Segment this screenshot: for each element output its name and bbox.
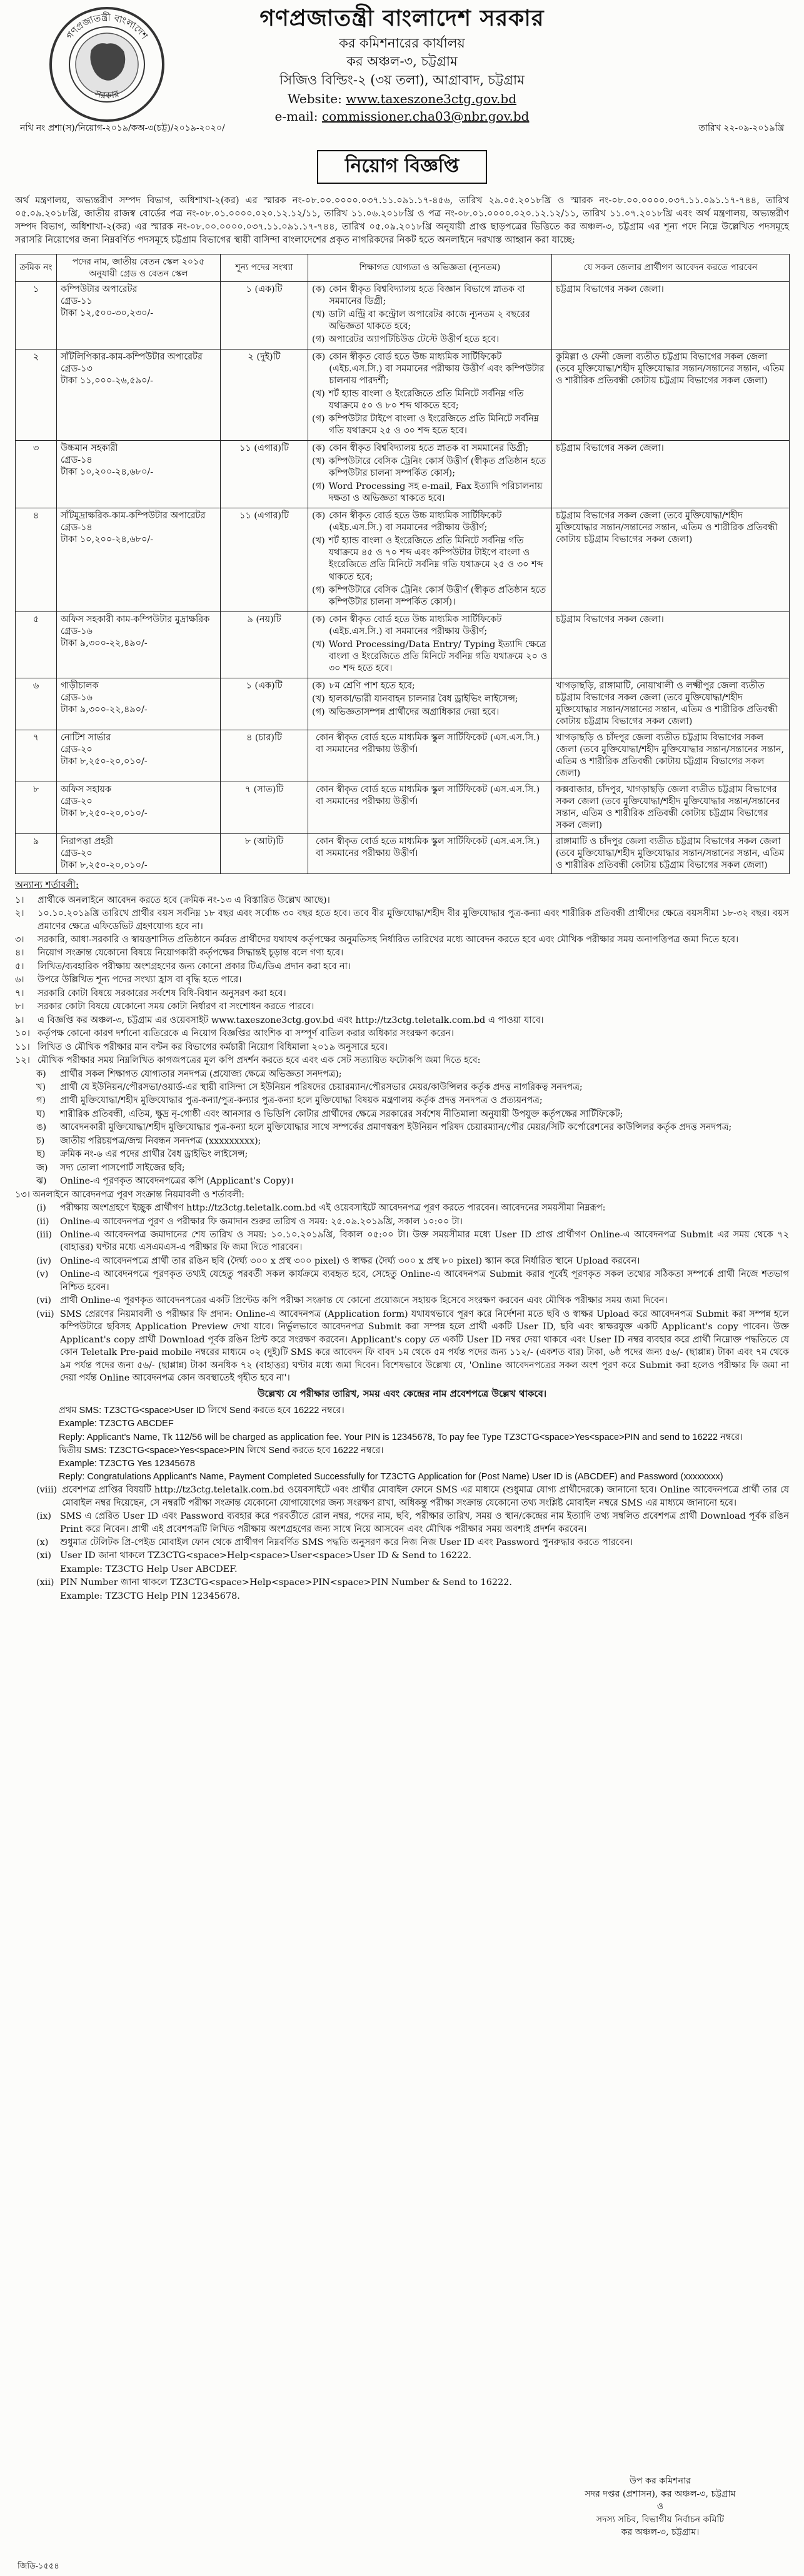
document-item-text: প্রার্থীর সকল শিক্ষাগত যোগ্যতার সনদপত্র (প্রযোজ্য ক্ষেত্রে অভিজ্ঞতা সনদপত্র); bbox=[60, 1069, 342, 1079]
signature-office: সদর দপ্তর (প্রশাসন), কর অঞ্চল-৩, চট্টগ্রাম bbox=[585, 2488, 736, 2499]
online-rule-item-text: PIN Number জানা থাকলে TZ3CTG<space>Help<space>PIN<space>PIN Number & Send to 16222. bbox=[60, 1577, 512, 1588]
post-grade: গ্রেড-১৪ bbox=[61, 523, 93, 533]
cell-sl: ৮ bbox=[16, 782, 57, 833]
qualification-text: অপারেটর অ্যাপটিচিউড টেস্টে উত্তীর্ণ হতে হবে। bbox=[328, 335, 500, 345]
post-name: সাঁটলিপিকার-কাম-কম্পিউটার অপারেটর bbox=[61, 352, 203, 363]
condition-item-number: ৮। bbox=[15, 1002, 24, 1012]
qualification-key: (ক) bbox=[312, 680, 326, 691]
qualification-item bbox=[312, 443, 548, 455]
document-item-number: জ) bbox=[36, 1162, 48, 1173]
condition-item-text: উপরে উল্লিখিত শূন্য পদের সংখ্যা হ্রাস বা বৃদ্ধি হতে পারে। bbox=[38, 975, 242, 985]
cell-sl: ৫ bbox=[16, 611, 57, 678]
signature-and: ও bbox=[656, 2502, 664, 2512]
document-item-text: ক্রমিক নং-৬ এর পদের প্রার্থীর বৈধ ড্রাইভিং লাইসেন্স; bbox=[60, 1149, 248, 1160]
document-item bbox=[15, 1162, 789, 1174]
qualification-key: (গ) bbox=[312, 707, 325, 717]
cell-district: কক্সবাজার, চাঁদপুর, খাগড়াছড়ি জেলা ব্যতীত চট্টগ্রাম বিভাগের সকল জেলা (তবে মুক্তিযোদ্ধা/শহীদ মুক্তিযোদ্ধার সন্তান/সন্তানের সন্তান, এতিম ও শারীরিক প্রতিবন্ধী কোটায় চট্টগ্রাম বিভাগের সকল জেলা) bbox=[552, 782, 790, 833]
cell-district: চট্টগ্রাম বিভাগের সকল জেলা (তবে মুক্তিযোদ্ধা/শহীদ মুক্তিযোদ্ধার সন্তান/সন্তানের সন্তান, এতিম ও শারীরিক প্রতিবন্ধী কোটায় চট্টগ্রাম বিভাগের সকল জেলা) bbox=[552, 508, 790, 611]
cell-district: খাগড়াছড়ি ও চাঁদপুর জেলা ব্যতীত চট্টগ্রাম বিভাগের সকল জেলা (তবে মুক্তিযোদ্ধা/শহীদ মুক্তিযোদ্ধার সন্তান/সন্তানের সন্তান, এতিম ও শারীরিক প্রতিবন্ধী কোটায় চট্টগ্রাম বিভাগের সকল জেলা) bbox=[552, 730, 790, 782]
online-rule-item bbox=[15, 1510, 789, 1536]
condition-item-number: ৫। bbox=[15, 961, 24, 972]
online-rule-item-number: (ix) bbox=[36, 1511, 51, 1522]
qualification-text: কোন স্বীকৃত বোর্ড হতে উচ্চ মাধ্যমিক সার্টিফিকেট (এইচ.এস.সি.) বা সমমানের পরীক্ষায় উত্তীর্ণ; bbox=[329, 614, 502, 636]
intro-paragraph: অর্থ মন্ত্রণালয়, অভ্যন্তরীণ সম্পদ বিভাগ, অধিশাখা-২(কর) এর স্মারক নং-০৮.০০.০০০০.০৩৭.১১.০৯১.১৭-৪৫৬, তারিখ ২৯.০৫.২০১৮খ্রি ও স্মারক নং-০৮.০০.০০০০.০৩৭.১১.০৯১.১৭-৭৪৪, তারিখ ০৫.০৯.২০১৮খ্রি, জাতীয় রাজস্ব বোর্ডের পত্র নং-০৮.০১.০০০০.০২০.১২.১২/১১, তারিখ ১১.০৬.২০১৮খ্রি ও পত্র নং-০৮.০১.০০০০.০২০.১২.১২/১১, তারিখ ১১.০৭.২০১৮খ্রি এবং অর্থ মন্ত্রণালয়, অভ্যন্তরীণ সম্পদ বিভাগ, অধিশাখা-২(কর) এর স্মারক নং-০৮.০০.০০০০.০৩৭.১১.০৯১.১৭-৭৪৪, তারিখ ০৫.০৯.২০১৮খ্রি অনুযায়ী প্রাপ্ত ছাড়পত্রের ভিত্তিতে কর অঞ্চল-৩, চট্টগ্রাম এর শূন্য পদে নিম্নে উল্লেখিত পদসমূহে সরাসরি নিয়োগের জন্য নিম্নবর্ণিত পদসমূহে চট্টগ্রাম বিভাগের স্থায়ী বাসিন্দা বাংলাদেশের প্রকৃত নাগরিকদের নিকট হতে অনলাইনে দরখাস্ত আহ্বান করা যাচ্ছে: bbox=[15, 194, 789, 246]
cell-district: রাঙ্গামাটি ও চাঁদপুর জেলা ব্যতীত চট্টগ্রাম বিভাগের সকল জেলা (তবে মুক্তিযোদ্ধা/শহীদ মুক্তিযোদ্ধার সন্তান/সন্তানের সন্তান, এতিম ও শারীরিক প্রতিবন্ধী কোটায় চট্টগ্রাম বিভাগের সকল জেলা) bbox=[552, 833, 790, 873]
footer-code: জিডি-১৫৫৪ bbox=[18, 2562, 59, 2571]
online-rule-item-number: (v) bbox=[36, 1269, 49, 1280]
document-item-text: প্রার্থী মুক্তিযোদ্ধা/শহীদ মুক্তিযোদ্ধার পুত্র-কন্যা/পুত্র-কন্যার পুত্র-কন্যা হলে মুক্তিযোদ্ধা বিষয়ক মন্ত্রণালয় কর্তৃক প্রদত্ত সনদপত্র ও প্রত্যয়নপত্র; bbox=[60, 1095, 543, 1106]
condition-item-text: নিয়োগ সংক্রান্ত যেকোনো বিষয়ে নিয়োগকারী কর্তৃপক্ষের সিদ্ধান্তই চূড়ান্ত বলে গণ্য হবে। bbox=[38, 948, 344, 958]
qualification-item bbox=[312, 510, 548, 534]
online-rule-item-text: SMS প্রেরণের নিয়মাবলী ও পরীক্ষার ফি প্রদান: Online-এ আবেদনপত্র (Application form) যথাযথভাবে পূরণ করে নির্দেশনা মতে ছবি ও স্বাক্ষর Upload করে আবেদনপত্র Submit করা সম্পন্ন হলে কম্পিউটারে ছবিসহ Application Preview দেখা যাবে। নির্ভুলভাবে আবেদনপত্র Submit করা সম্পন্ন হলে প্রার্থী একটি User ID, ছবি এবং স্বাক্ষরযুক্ত একটি Applicant's copy পাবেন। উক্ত Applicant's copy প্রার্থী Download পূর্বক রঙিন প্রিন্ট করে সংরক্ষণ করবেন। Applicant's copy তে একটি User ID নম্বর দেয়া থাকবে এবং User ID নম্বর ব্যবহার করে প্রার্থী নিম্নোক্ত পদ্ধতিতে যে কোন Teletalk Pre-paid mobile নম্বরের মাধ্যমে ০২ (দুই)টি SMS করে আবেদন ফি বাবদ ১ম থেকে ৫ম পর্যন্ত পদের জন্য ১১২/- (একশত বার) টাকা, ৬ষ্ঠ পদের জন্য ৫৬/- (ছাপ্পান্ন) টাকা এবং ৭ম থেকে ৯ম পর্যন্ত পদের জন্য ৫৬/- (ছাপ্পান্ন) টাকা অনধিক ৭২ (বাহাত্তর) ঘণ্টার মধ্যে জমা দিবেন। বিশেষভাবে উল্লেখ্য যে, 'Online আবেদনপত্রের সকল অংশ পূরণ করে Submit করা হলেও পরীক্ষার ফি জমা না দেয়া পর্যন্ত Online আবেদনপত্র কোন অবস্থাতেই গৃহীত হবে না'। bbox=[60, 1309, 789, 1383]
online-rule-item-number bbox=[36, 1590, 55, 1602]
qualification-key: (গ) bbox=[312, 414, 325, 425]
document-item bbox=[15, 1121, 789, 1134]
condition-item-text: সরকারি কোটা বিষয়ে সরকারের সর্বশেষ বিধি-বিধান অনুসরণ করা হবে। bbox=[38, 988, 286, 999]
qualification-item bbox=[312, 784, 548, 808]
qualification-item bbox=[312, 481, 548, 505]
online-rule-item-text: Online-এ আবেদনপত্র পূরণ ও পরীক্ষার ফি জমাদান শুরুর তারিখ ও সময়: ২৫.০৯.২০১৯খ্রি, সকাল ১০:০০ টা। bbox=[60, 1216, 463, 1227]
document-item-text: প্রার্থী যে ইউনিয়ন/পৌরসভা/ওয়ার্ড-এর স্থায়ী বাসিন্দা সে ইউনিয়ন পরিষদের চেয়ারম্যান/পৌরসভার মেয়র/কাউন্সিলর কর্তৃক প্রদত্ত নাগরিকত্ব সনদপত্র; bbox=[60, 1082, 583, 1092]
post-grade: গ্রেড-২০ bbox=[61, 848, 93, 858]
cell-post bbox=[57, 282, 221, 350]
qualification-text: Word Processing/Data Entry/ Typing ইত্যাদি ক্ষেত্রে বাংলা ও ইংরেজিতে প্রতি মিনিটে সর্বনিম্ন গতি যথাক্রমে ২০ ও ৩০ শব্দ হতে হবে। bbox=[328, 639, 548, 673]
cell-sl: ৭ bbox=[16, 730, 57, 782]
table-row bbox=[16, 782, 790, 833]
condition-item bbox=[15, 1054, 789, 1067]
seal-text-top: গণপ্রজাতন্ত্রী বাংলাদেশ bbox=[63, 11, 151, 42]
cell-district: কুমিল্লা ও ফেনী জেলা ব্যতীত চট্টগ্রাম বিভাগের সকল জেলা (তবে মুক্তিযোদ্ধা/শহীদ মুক্তিযোদ্ধার সন্তান/সন্তানের সন্তান, এতিম ও শারীরিক প্রতিবন্ধী কোটায় চট্টগ্রাম বিভাগের সকল জেলা) bbox=[552, 350, 790, 441]
document-item bbox=[15, 1175, 789, 1187]
post-pay: টাকা ১০,২০০-২৪,৬৮০/- bbox=[61, 535, 154, 545]
table-row bbox=[16, 441, 790, 508]
qualification-text: কম্পিউটার টাইপে বাংলা ও ইংরেজিতে প্রতি মিনিটে সর্বনিম্ন গতি যথাক্রমে ২৫ ও ৩০ শব্দ হতে হবে। bbox=[328, 414, 539, 436]
qualification-key: (খ) bbox=[312, 536, 325, 546]
online-rule-item bbox=[15, 1229, 789, 1254]
document-item bbox=[15, 1108, 789, 1120]
condition-13-text: ১৩। অনলাইনে আবেদনপত্র পূরণ সংক্রান্ত নিয়মাবলী ও শর্তাবলী: bbox=[15, 1189, 244, 1200]
post-pay: টাকা ১০,২০০-২৪,৬৮০/- bbox=[61, 467, 154, 478]
cell-sl: ১ bbox=[16, 282, 57, 350]
memo-row bbox=[20, 123, 784, 134]
condition-item-text: লিখিত ও মৌখিক পরীক্ষার মান বণ্টন কর বিভাগের কর্মচারী নিয়োগ বিধিমালা ২০১৯ অনুসারে হবে। bbox=[38, 1042, 388, 1052]
header-qualification: শিক্ষাগত যোগ্যতা ও অভিজ্ঞতা (ন্যূনতম) bbox=[308, 254, 552, 282]
qualification-item bbox=[312, 351, 548, 387]
document-item-number: ঘ) bbox=[36, 1109, 46, 1119]
online-rule-item-number: (iii) bbox=[36, 1229, 53, 1240]
qualification-key: (খ) bbox=[312, 456, 325, 467]
documents-list bbox=[15, 1068, 789, 1188]
cell-qualification bbox=[308, 678, 552, 730]
table-row bbox=[16, 730, 790, 782]
cell-count: ১১ (এগার)টি bbox=[221, 508, 308, 611]
document-item-number: চ) bbox=[36, 1135, 45, 1146]
online-rule-item bbox=[15, 1563, 789, 1576]
posts-table-body bbox=[16, 282, 790, 874]
cell-post bbox=[57, 441, 221, 508]
online-rule-item-text: শুধুমাত্র টেলিটক প্রি-পেইড মোবাইল ফোন থেকে প্রার্থীগণ নিম্নবর্ণিত SMS পদ্ধতি অনুসরণ করে নিজ নিজ User ID এবং Password পুনরুদ্ধার করতে পারবেন। bbox=[60, 1537, 633, 1547]
table-row bbox=[16, 350, 790, 441]
qualification-item bbox=[312, 836, 548, 860]
qualification-key: (খ) bbox=[312, 389, 325, 400]
qualification-text: কোন স্বীকৃত বোর্ড হতে মাধ্যমিক স্কুল সার্টিফিকেট (এস.এস.সি.) বা সমমানের পরীক্ষায় উত্তীর্ণ। bbox=[316, 732, 540, 755]
conditions-title: অন্যান্য শর্তাবলী: bbox=[15, 878, 79, 890]
qualification-text: কোন স্বীকৃত বোর্ড হতে উচ্চ মাধ্যমিক সার্টিফিকেট (এইচ.এস.সি.) বা সমমানের পরীক্ষায় উত্তীর্ণ; bbox=[329, 511, 502, 533]
sms-instructions bbox=[15, 1404, 789, 1484]
post-grade: গ্রেড-২০ bbox=[61, 744, 93, 755]
cell-sl: ৩ bbox=[16, 441, 57, 508]
document-item-text: সদ্য তোলা পাসপোর্ট সাইজের ছবি; bbox=[60, 1162, 185, 1173]
cell-sl: ৪ bbox=[16, 508, 57, 611]
cell-district: চট্টগ্রাম বিভাগের সকল জেলা। bbox=[552, 441, 790, 508]
condition-item bbox=[15, 894, 789, 907]
post-name: উচ্চমান সহকারী bbox=[61, 443, 118, 454]
post-name: গাড়ীচালক bbox=[61, 680, 99, 691]
cell-post bbox=[57, 350, 221, 441]
qualification-key: (ক) bbox=[312, 443, 326, 454]
cell-qualification bbox=[308, 730, 552, 782]
condition-item bbox=[15, 1014, 789, 1027]
online-rule-item-number: (iv) bbox=[36, 1255, 51, 1266]
online-rule-item-text: পরীক্ষায় অংশগ্রহণে ইচ্ছুক প্রার্থীগণ http://tz3ctg.teletalk.com.bd এই ওয়েবসাইটে আবেদনপত্র পূরণ করতে পারবেন। আবেদনের সময়সীমা নিম্নরূপ: bbox=[60, 1203, 606, 1214]
online-rule-item-text: Online-এ আবেদনপত্রে প্রার্থী তার রঙিন ছবি (দৈর্ঘ্য ৩০০ x প্রস্থ ৩০০ pixel) ও স্বাক্ষর (দৈর্ঘ্য ৩০০ x প্রস্থ ৮০ pixel) স্ক্যান করে নির্ধারিত স্থানে Upload করবেন। bbox=[60, 1255, 640, 1266]
government-name: গণপ্রজাতন্ত্রী বাংলাদেশ সরকার bbox=[259, 5, 545, 31]
document-item-text: জাতীয় পরিচয়পত্র/জন্ম নিবন্ধন সনদপত্র (xxxxxxxxx); bbox=[60, 1135, 261, 1146]
qualification-text: ডাটা এন্ট্রি বা কন্ট্রোল অপারেটর কাজে ন্যূনতম ২ বছরের অভিজ্ঞতা থাকতে হবে; bbox=[328, 309, 530, 332]
sms-second-reply: Reply: Congratulations Applicant's Name, Payment Completed Successfully for TZ3CTG Application for (Post Name) User ID is (ABCDEF) and Password (xxxxxxxx) bbox=[59, 1472, 723, 1482]
cell-district: খাগড়াছড়ি, রাঙ্গামাটি, নোয়াখালী ও লক্ষ্মীপুর জেলা ব্যতীত চট্টগ্রাম বিভাগের সকল জেলা (তবে মুক্তিযোদ্ধা/শহীদ মুক্তিযোদ্ধার সন্তান/সন্তানের সন্তান, এতিম ও শারীরিক প্রতিবন্ধী কোটায় চট্টগ্রাম বিভাগের সকল জেলা) bbox=[552, 678, 790, 730]
header-count: শূন্য পদের সংখ্যা bbox=[221, 254, 308, 282]
online-rule-item-number bbox=[36, 1563, 55, 1576]
post-pay: টাকা ৮,২৫০-২০,০১০/- bbox=[61, 860, 148, 870]
condition-13-title bbox=[15, 1189, 789, 1201]
condition-item-number: ১২। bbox=[15, 1055, 30, 1066]
qualification-text: হালকা/ভারী যানবাহন চালনার বৈধ ড্রাইভিং লাইসেন্স; bbox=[328, 693, 518, 704]
qualification-key: (গ) bbox=[312, 335, 325, 345]
cell-qualification bbox=[308, 611, 552, 678]
table-row bbox=[16, 282, 790, 350]
cell-count: ১ (এক)টি bbox=[221, 678, 308, 730]
conditions-list bbox=[15, 894, 789, 1067]
online-rule-item-text: Online-এ আবেদনপত্রে পূরণকৃত তথ্যই যেহেতু পরবর্তী সকল কার্যক্রমে ব্যবহৃত হবে, সেহেতু Online-এ আবেদনপত্র Submit করার পূর্বেই পূরণকৃত সকল তথ্যের সঠিকতা সম্পর্কে প্রার্থী নিজে শতভাগ নিশ্চিত হবেন। bbox=[60, 1269, 789, 1292]
online-rule-item bbox=[15, 1576, 789, 1589]
cell-count: ৯ (নয়)টি bbox=[221, 611, 308, 678]
online-rule-item bbox=[15, 1536, 789, 1549]
post-name: কম্পিউটার অপারেটর bbox=[61, 284, 138, 295]
header-sl: ক্রমিক নং bbox=[16, 254, 57, 282]
table-row bbox=[16, 833, 790, 873]
post-grade: গ্রেড-১৬ bbox=[61, 626, 93, 636]
cell-post bbox=[57, 508, 221, 611]
qualification-text: Word Processing সহ e-mail, Fax ইত্যাদি পরিচালনায় দক্ষতা ও অভিজ্ঞতা থাকতে হবে। bbox=[328, 481, 543, 504]
sms-first-example: Example: TZ3CTG ABCDEF bbox=[59, 1419, 174, 1429]
online-rule-item bbox=[15, 1268, 789, 1294]
cell-qualification bbox=[308, 282, 552, 350]
email-link[interactable]: commissioner.cha03@nbr.gov.bd bbox=[321, 109, 530, 124]
condition-item bbox=[15, 1041, 789, 1054]
post-pay: টাকা ১২,৫০০-৩০,২৩০/- bbox=[61, 308, 154, 319]
condition-item-text: এ বিজ্ঞপ্তি কর অঞ্চল-৩, চট্টগ্রাম এর ওয়েবসাইট www.taxeszone3ctg.gov.bd এবং http://tz3ctg.teletalk.com.bd এ পাওয়া যাবে। bbox=[38, 1015, 544, 1025]
qualification-item bbox=[312, 388, 548, 412]
condition-item-text: কর্তৃপক্ষ কোনো কারণ দর্শানো ব্যতিরেকে এ নিয়োগ বিজ্ঞপ্তির আংশিক বা সম্পূর্ণ বাতিল করার অধিকার সংরক্ষণ করেন। bbox=[38, 1029, 455, 1039]
condition-item-number: ১। bbox=[15, 895, 24, 905]
qualification-text: কম্পিউটারে বেসিক ট্রেনিং কোর্স উত্তীর্ণ (স্বীকৃত প্রতিষ্ঠান হতে কম্পিউটার চালনা সম্পর্কিত কোর্স); bbox=[328, 456, 546, 479]
document-item-text: আবেদনকারী মুক্তিযোদ্ধা/শহীদ মুক্তিযোদ্ধার পুত্র-কন্যা হলে মুক্তিযোদ্ধার সাথে সম্পর্কের প্রমাণস্বরূপ ইউনিয়ন পরিষদ চেয়ারম্যান/পৌর মেয়র/সিটি কর্পোরেশনের কাউন্সিলর কর্তৃক প্রদত্ত সনদপত্র; bbox=[60, 1122, 732, 1133]
cell-post bbox=[57, 833, 221, 873]
document-item-number: ঝ) bbox=[36, 1176, 47, 1187]
signature-role: সদস্য সচিব, বিভাগীয় নির্বাচন কমিটি bbox=[596, 2514, 725, 2525]
cell-qualification bbox=[308, 508, 552, 611]
memo-number: নথি নং প্রশা(স)/নিয়োগ-২০১৯/কঅ-৩(চট্ট)/২০১৯-২০২০/ bbox=[20, 123, 225, 133]
cell-sl: ৯ bbox=[16, 833, 57, 873]
condition-item-number: ৪। bbox=[15, 948, 24, 958]
document-item-number: ছ) bbox=[36, 1149, 46, 1160]
condition-item-text: প্রার্থীকে অনলাইনে আবেদন করতে হবে (ক্রমিক নং-১৩ এ বিস্তারিত উল্লেখ আছে)। bbox=[38, 895, 330, 905]
cell-qualification bbox=[308, 441, 552, 508]
qualification-text: শর্ট হ্যান্ড বাংলা ও ইংরেজিতে প্রতি মিনিটে সর্বনিম্ন গতি যথাক্রমে ৫০ ও ৮০ শব্দ থাকতে হবে; bbox=[328, 389, 524, 411]
cell-count: ১১ (এগার)টি bbox=[221, 441, 308, 508]
condition-item bbox=[15, 907, 789, 933]
document-item-number: গ) bbox=[36, 1095, 46, 1106]
cell-qualification bbox=[308, 833, 552, 873]
document-item-number: খ) bbox=[36, 1082, 46, 1092]
cell-count: ৮ (আট)টি bbox=[221, 833, 308, 873]
condition-item-text: লিখিত/ব্যবহারিক পরীক্ষায় অংশগ্রহণের জন্য কোনো প্রকার টিএ/ডিএ প্রদান করা হবে না। bbox=[38, 961, 351, 972]
table-row bbox=[16, 508, 790, 611]
qualification-item bbox=[312, 334, 548, 346]
condition-item-number: ১০। bbox=[15, 1029, 30, 1039]
document-item bbox=[15, 1081, 789, 1094]
document-item bbox=[15, 1135, 789, 1147]
qualification-item bbox=[312, 284, 548, 308]
online-rule-item bbox=[15, 1308, 789, 1385]
condition-item-text: সরকারি, আধা-সরকারি ও স্বায়ত্তশাসিত প্রতিষ্ঠানে কর্মরত প্রার্থীদের যথাযথ কর্তৃপক্ষের অনুমতিসহ নির্ধারিত তারিখের মধ্যে আবেদন করতে হবে এবং মৌখিক পরীক্ষার সময় অনাপত্তিপত্র জমা দিতে হবে। bbox=[38, 935, 739, 945]
notice-title: নিয়োগ বিজ্ঞপ্তি bbox=[317, 150, 487, 184]
online-rule-item-number: (vi) bbox=[36, 1296, 51, 1306]
memo-date: তারিখ ২২-০৯-২০১৯খ্রি bbox=[698, 123, 784, 133]
qualification-text: শর্ট হ্যান্ড বাংলা ও ইংরেজিতে প্রতি মিনিটে সর্বনিম্ন গতি যথাক্রমে ৪৫ ও ৭০ শব্দ এবং কম্পিউটার টাইপে বাংলা ও ইংরেজিতে প্রতি মিনিটে সর্বনিম্ন গতি যথাক্রমে ২৫ ও ৩০ শব্দ থাকতে হবে; bbox=[328, 536, 543, 582]
condition-item-text: সরকার কোটা বিষয়ে যেকোনো সময় কোটা নির্ধারণ বা সংশোধন করতে পারবে। bbox=[38, 1002, 314, 1012]
cell-post bbox=[57, 730, 221, 782]
condition-item-number: ৯। bbox=[15, 1015, 24, 1025]
qualification-text: অভিজ্ঞতাসম্পন্ন প্রার্থীদের অগ্রাধিকার দেয়া হবে। bbox=[328, 707, 500, 717]
online-rule-item bbox=[15, 1484, 789, 1509]
cell-qualification bbox=[308, 350, 552, 441]
online-rules-list bbox=[15, 1202, 789, 1384]
condition-item-number: ২। bbox=[15, 908, 24, 919]
qualification-key: (গ) bbox=[312, 585, 325, 595]
post-pay: টাকা ৯,৩০০-২২,৪৯০/- bbox=[61, 704, 148, 715]
online-rule-item-text: SMS এ প্রেরিত User ID এবং Password ব্যবহার করে পরবর্তীতে রোল নম্বর, পদের নাম, ছবি, পরীক্ষার তারিখ, সময় ও স্থান/কেন্দ্রের নাম ইত্যাদি তথ্য সম্বলিত প্রবেশপত্র প্রার্থী Download পূর্বক রঙিন Print করে নিবেন। প্রার্থী এই প্রবেশপত্রটি লিখিত পরীক্ষায় অংশগ্রহণের জন্য সাথে নিয়ে আসবেন এবং মৌখিক পরীক্ষার সময় অবশ্যই প্রদর্শন করবেন। bbox=[60, 1511, 789, 1534]
online-rule-item bbox=[15, 1549, 789, 1562]
post-name: সাঁটমুদ্রাক্ষরিক-কাম-কম্পিউটার অপারেটর bbox=[61, 511, 206, 521]
qualification-key: (খ) bbox=[312, 693, 325, 704]
cell-post bbox=[57, 611, 221, 678]
table-row bbox=[16, 611, 790, 678]
condition-item-number: ৭। bbox=[15, 988, 24, 999]
header bbox=[15, 0, 789, 149]
online-rule-item bbox=[15, 1255, 789, 1267]
website-link[interactable]: www.taxeszone3ctg.gov.bd bbox=[346, 91, 517, 106]
document-item-text: শারীরিক প্রতিবন্ধী, এতিম, ক্ষুদ্র নৃ-গোষ্ঠী এবং আনসার ও ভিডিপি কোটার প্রার্থীদের ক্ষেত্রে সরকারের সর্বশেষ নীতিমালা অনুযায়ী উপযুক্ত কর্তৃপক্ষের সার্টিফিকেট; bbox=[60, 1109, 623, 1119]
qualification-item bbox=[312, 732, 548, 756]
qualification-item bbox=[312, 535, 548, 583]
email-label: e-mail: bbox=[274, 109, 318, 124]
qualification-text: কোন স্বীকৃত বিশ্ববিদ্যালয় হতে বিজ্ঞান বিভাগে স্নাতক বা সমমানের ডিগ্রী; bbox=[329, 284, 525, 307]
condition-item bbox=[15, 1000, 789, 1013]
qualification-text: কোন স্বীকৃত বোর্ড হতে মাধ্যমিক স্কুল সার্টিফিকেট (এস.এস.সি.) বা সমমানের পরীক্ষায় উত্তীর্ণ। bbox=[316, 836, 540, 858]
qualification-item bbox=[312, 707, 548, 718]
online-rules-list-2 bbox=[15, 1484, 789, 1602]
qualification-item bbox=[312, 639, 548, 675]
online-rule-item-number: (vii) bbox=[36, 1309, 54, 1319]
qualification-key: (ক) bbox=[312, 352, 326, 363]
condition-item bbox=[15, 1027, 789, 1040]
online-rule-item-text: User ID জানা থাকলে TZ3CTG<space>Help<space>User<space>User ID & Send to 16222. bbox=[60, 1551, 472, 1561]
website-label: Website: bbox=[287, 91, 342, 106]
post-grade: গ্রেড-১৩ bbox=[61, 364, 93, 375]
condition-item bbox=[15, 974, 789, 986]
document-item-number: ক) bbox=[36, 1069, 46, 1079]
cell-count: ১ (এক)টি bbox=[221, 282, 308, 350]
online-rule-item-text: প্রবেশপত্র প্রাপ্তির বিষয়টি http://tz3ctg.teletalk.com.bd ওয়েবসাইটে এবং প্রার্থীর মোবাইল ফোনে SMS এর মাধ্যমে (শুধুমাত্র যোগ্য প্রার্থীদেরকে) জানানো হবে। Online আবেদনপত্রে প্রার্থী তার যে মোবাইল নম্বর দিয়েছেন, সে নম্বরটি পরীক্ষা সংক্রান্ত যেকোনো যোগাযোগের জন্য সংরক্ষণ রাখা, অধিকন্তু পরীক্ষা সংক্রান্ত যেকোনো তথ্য সংশ্লিষ্ট মোবাইল নম্বরে SMS এর মাধ্যমে জানানো হবে। bbox=[62, 1485, 789, 1508]
qualification-item bbox=[312, 680, 548, 692]
online-rule-item-number: (x) bbox=[36, 1537, 49, 1547]
office-name: কর কমিশনারের কার্যালয় bbox=[339, 35, 465, 51]
online-rule-item-text: Example: TZ3CTG Help User ABCDEF. bbox=[60, 1564, 238, 1574]
qualification-item bbox=[312, 413, 548, 437]
online-rule-item-text: Online-এ আবেদনপত্র জমাদানের শেষ তারিখ ও সময়: ১০.১০.২০১৯খ্রি, বিকাল ০৫:০০ টা। উক্ত সময়সীমার মধ্যে User ID প্রাপ্ত প্রার্থীগণ Online-এ আবেদনপত্র Submit এর সময় থেকে ৭২ (বাহাত্তর) ঘণ্টার মধ্যে এসএমএস-এ পরীক্ষার ফি জমা দিতে পারবেন। bbox=[60, 1229, 789, 1253]
exam-center-note: উল্লেখ্য যে পরীক্ষার তারিখ, সময় এবং কেন্দ্রের নাম প্রবেশপত্রে উল্লেখ থাকবে। bbox=[257, 1388, 547, 1400]
qualification-key: (খ) bbox=[312, 309, 325, 320]
qualification-text: কোন স্বীকৃত বোর্ড হতে মাধ্যমিক স্কুল সার্টিফিকেট (এস.এস.সি.) বা সমমানের পরীক্ষায় উত্তীর্ণ। bbox=[316, 784, 540, 807]
condition-item-number: ৩। bbox=[15, 935, 24, 945]
condition-item-text: ১০.১০.২০১৯খ্রি তারিখে প্রার্থীর বয়স সর্বনিম্ন ১৮ বছর এবং সর্বোচ্চ ৩০ বছর হতে হবে। তবে বীর মুক্তিযোদ্ধা/শহীদ বীর মুক্তিযোদ্ধার পুত্র-কন্যা এবং শারীরিক প্রতিবন্ধী প্রার্থীদের ক্ষেত্রে বয়সসীমা ১৮-৩২ বছর। বয়স প্রমাণের ক্ষেত্রে এফিডেভিট গ্রহণযোগ্য হবে না। bbox=[38, 908, 789, 932]
cell-sl: ২ bbox=[16, 350, 57, 441]
qualification-key: (খ) bbox=[312, 639, 325, 650]
qualification-key: (ক) bbox=[312, 284, 326, 295]
online-rule-item bbox=[15, 1590, 789, 1602]
qualification-item bbox=[312, 693, 548, 705]
online-rule-item bbox=[15, 1202, 789, 1214]
qualification-text: কোন স্বীকৃত বোর্ড হতে উচ্চ মাধ্যমিক সার্টিফিকেট (এইচ.এস.সি.) বা সমমানের পরীক্ষায় উত্তীর্ণ এবং কম্পিউটার চালনায় পারদর্শী; bbox=[329, 352, 545, 386]
cell-district: চট্টগ্রাম বিভাগের সকল জেলা। bbox=[552, 282, 790, 350]
qualification-text: কম্পিউটারে বেসিক ট্রেনিং কোর্স উত্তীর্ণ (স্বীকৃত প্রতিষ্ঠান হতে কম্পিউটার চালনা সম্পর্কিত কোর্স)। bbox=[328, 585, 546, 607]
document-item-number: ঙ) bbox=[36, 1122, 47, 1133]
qualification-key: (ক) bbox=[312, 511, 326, 521]
sms-first-reply: Reply: Applicant's Name, Tk 112/56 will be charged as application fee. Your PIN is 12345678, To pay fee Type TZ3CTG<space>Yes<space>PIN and send to 16222 নম্বরে। bbox=[59, 1432, 743, 1442]
condition-item bbox=[15, 987, 789, 1000]
zone-name: কর অঞ্চল-৩, চট্টগ্রাম bbox=[346, 54, 458, 69]
post-grade: গ্রেড-২০ bbox=[61, 796, 93, 807]
signature-title: উপ কর কমিশনার bbox=[629, 2476, 691, 2486]
document-item bbox=[15, 1068, 789, 1080]
condition-item bbox=[15, 947, 789, 959]
post-pay: টাকা ১১,০০০-২৬,৫৯০/- bbox=[61, 376, 154, 386]
online-rule-item-number: (xii) bbox=[36, 1577, 54, 1588]
online-rule-item-number: (ii) bbox=[36, 1216, 49, 1227]
cell-count: ৪ (চার)টি bbox=[221, 730, 308, 782]
government-seal-icon bbox=[48, 5, 166, 124]
condition-item-text: মৌখিক পরীক্ষার সময় নিম্নলিখিত কাগজপত্রের মূল কপি প্রদর্শন করতে হবে এবং এক সেট সত্যায়িত ফটোকপি জমা দিতে হবে: bbox=[38, 1055, 481, 1066]
qualification-key: (গ) bbox=[312, 481, 325, 492]
cell-post bbox=[57, 678, 221, 730]
cell-count: ৭ (সাত)টি bbox=[221, 782, 308, 833]
posts-table bbox=[15, 254, 790, 874]
signature-block bbox=[554, 2475, 766, 2539]
post-name: নিরাপত্তা প্রহরী bbox=[61, 836, 113, 847]
header-post: পদের নাম, জাতীয় বেতন স্কেল ২০১৫ অনুযায়ী গ্রেড ও বেতন স্কেল bbox=[57, 254, 221, 282]
sms-first-label: প্রথম SMS: TZ3CTG<space>User ID লিখে Send করতে হবে 16222 নম্বরে। bbox=[59, 1406, 344, 1416]
online-rule-item-text: Example: TZ3CTG Help PIN 12345678. bbox=[60, 1591, 240, 1601]
sms-second-example: Example: TZ3CTG Yes 12345678 bbox=[59, 1458, 195, 1469]
post-grade: গ্রেড-১৪ bbox=[61, 455, 93, 466]
sms-second-label: দ্বিতীয় SMS: TZ3CTG<space>Yes<space>PIN লিখে Send করতে হবে 16222 নম্বরে। bbox=[59, 1445, 384, 1456]
post-pay: টাকা ৯,৩০০-২২,৪৯০/- bbox=[61, 638, 148, 648]
condition-item bbox=[15, 933, 789, 946]
cell-qualification bbox=[308, 782, 552, 833]
cell-district: চট্টগ্রাম বিভাগের সকল জেলা। bbox=[552, 611, 790, 678]
qualification-item bbox=[312, 614, 548, 638]
cell-post bbox=[57, 782, 221, 833]
qualification-item bbox=[312, 309, 548, 333]
seal-text-bottom: সরকার bbox=[93, 88, 121, 101]
post-name: অফিস সহকারী কাম-কম্পিউটার মুদ্রাক্ষরিক bbox=[61, 614, 210, 625]
online-rule-item-number: (i) bbox=[36, 1203, 46, 1214]
online-rule-item bbox=[15, 1215, 789, 1228]
condition-item bbox=[15, 960, 789, 973]
post-pay: টাকা ৮,২৫০-২০,০১০/- bbox=[61, 756, 148, 767]
qualification-text: ৮ম শ্রেণি পাশ হতে হবে; bbox=[329, 680, 415, 691]
document-item bbox=[15, 1148, 789, 1160]
qualification-text: কোন স্বীকৃত বিশ্ববিদ্যালয় হতে স্নাতক বা সমমানের ডিগ্রী; bbox=[329, 443, 529, 454]
condition-item-number: ৬। bbox=[15, 975, 24, 985]
online-rule-item-number: (xi) bbox=[36, 1551, 51, 1561]
signature-zone: কর অঞ্চল-৩, চট্টগ্রাম। bbox=[621, 2527, 700, 2538]
post-grade: গ্রেড-১১ bbox=[61, 296, 93, 307]
post-name: অফিস সহায়ক bbox=[61, 784, 111, 795]
post-pay: টাকা ৮,২৫০-২০,০১০/- bbox=[61, 808, 148, 818]
cell-sl: ৬ bbox=[16, 678, 57, 730]
post-name: নোটিশ সার্ভার bbox=[61, 732, 111, 743]
post-grade: গ্রেড-১৬ bbox=[61, 692, 93, 703]
cell-count: ২ (দুই)টি bbox=[221, 350, 308, 441]
table-row bbox=[16, 678, 790, 730]
online-rule-item-number: (viii) bbox=[36, 1485, 58, 1496]
qualification-item bbox=[312, 585, 548, 608]
office-address: সিজিও বিল্ডিং-২ (৩য় তলা), আগ্রাবাদ, চট্টগ্রাম bbox=[279, 72, 525, 88]
table-header-row bbox=[16, 254, 790, 282]
document-item bbox=[15, 1094, 789, 1107]
condition-item-number: ১১। bbox=[15, 1042, 30, 1052]
document-item-text: Online-এ পূরণকৃত আবেদনপত্রের কপি (Applicant's Copy)। bbox=[60, 1176, 294, 1187]
header-district: যে সকল জেলার প্রার্থীগণ আবেদন করতে পারবেন bbox=[552, 254, 790, 282]
online-rule-item-text: প্রার্থী Online-এ পূরণকৃত আবেদনপত্রের একটি প্রিন্টেড কপি পরীক্ষা সংক্রান্ত যে কোনো প্রয়োজনে সহায়ক হিসেবে সংরক্ষণ করবেন এবং মৌখিক পরীক্ষার সময় জমা দিবেন। bbox=[60, 1296, 668, 1306]
qualification-key: (ক) bbox=[312, 614, 326, 625]
qualification-item bbox=[312, 456, 548, 480]
online-rule-item bbox=[15, 1294, 789, 1307]
